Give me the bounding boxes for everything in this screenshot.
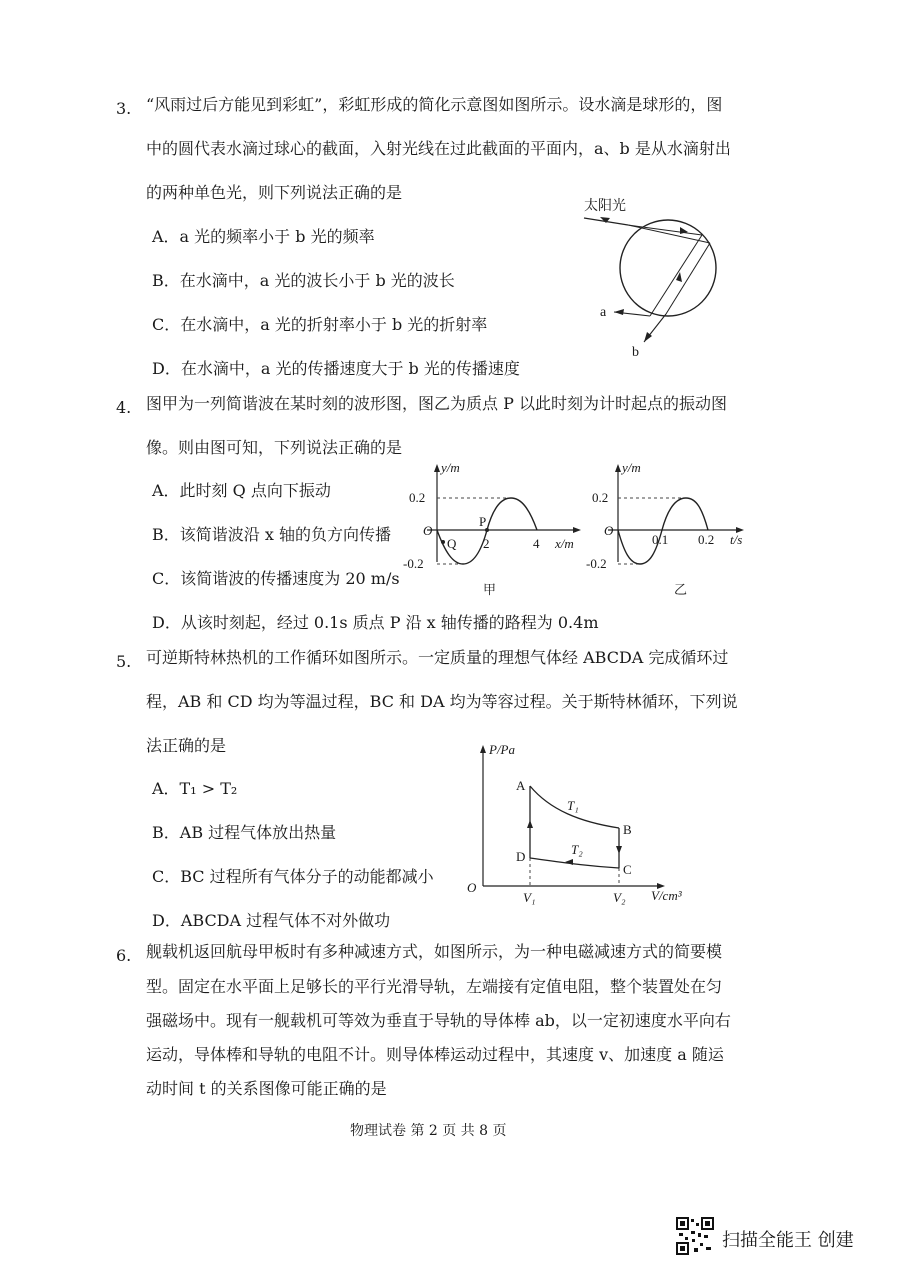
q4-option-a: A．此时刻 Q 点向下振动 (152, 481, 331, 500)
jia-x4: 4 (533, 536, 540, 551)
state-c: C (623, 862, 632, 877)
q4-wave-graph-jia (405, 462, 590, 602)
q5-stem-line2: 程，AB 和 CD 均为等温过程，BC 和 DA 均为等容过程。关于斯特林循环，下列说 (146, 692, 738, 711)
q3-option-d: D．在水滴中，a 光的传播速度大于 b 光的传播速度 (152, 359, 520, 378)
q6-stem-line2: 型。固定在水平面上足够长的平行光滑导轨，左端接有定值电阻，整个装置处在匀 (146, 977, 723, 996)
raindrop-circle (620, 220, 716, 316)
q5-option-b: B．AB 过程气体放出热量 (152, 823, 337, 842)
q6-stem-line1: 舰载机返回航母甲板时有多种减速方式，如图所示，为一种电磁减速方式的简要模 (146, 942, 723, 961)
q5-option-d: D．ABCDA 过程气体不对外做功 (152, 911, 391, 930)
point-q (441, 540, 445, 544)
q3-raindrop-figure (570, 188, 740, 368)
volume-v2: V₂ (613, 890, 626, 905)
q5-option-a: A．T₁ > T₂ (152, 779, 238, 798)
q6-stem-line5: 动时间 t 的关系图像可能正确的是 (146, 1079, 387, 1098)
q5-stirling-cycle-figure (455, 740, 685, 915)
jia-point-p-label: P (479, 514, 487, 529)
q4-vibration-graph-yi (586, 460, 765, 602)
temp-t2: T₂ (571, 842, 583, 857)
q4-option-b: B．该简谐波沿 x 轴的负方向传播 (152, 525, 391, 544)
jia-y-top: 0.2 (409, 490, 426, 505)
q4-stem-line1: 图甲为一列简谐波在某时刻的波形图，图乙为质点 P 以此时刻为计时起点的振动图 (146, 394, 727, 413)
jia-caption: 甲 (483, 582, 497, 597)
jia-origin: O (423, 523, 433, 538)
jia-point-q-label: Q (447, 536, 457, 551)
jia-xlabel: x/m (555, 536, 574, 551)
jia-x2: 2 (483, 536, 490, 551)
scanner-watermark: 扫描全能王 创建 (722, 1230, 854, 1251)
yi-t2: 0.2 (698, 532, 715, 547)
yi-xlabel: t/s (730, 532, 743, 547)
q6-stem-line3: 强磁场中。现有一舰载机可等效为垂直于导轨的导体棒 ab，以一定初速度水平向右 (146, 1011, 731, 1030)
state-b: B (623, 822, 632, 837)
yi-y-top: 0.2 (592, 490, 609, 505)
state-d: D (516, 849, 526, 864)
p-v-origin: O (467, 880, 477, 895)
p-axis-label: P/Pa (489, 742, 515, 757)
yi-origin: O (604, 523, 614, 538)
process-cd (530, 858, 619, 868)
q3-stem-line2: 中的圆代表水滴过球心的截面，入射光线在过此截面的平面内，a、b 是从水滴射出 (146, 139, 731, 158)
q4-stem-line2: 像。则由图可知，下列说法正确的是 (146, 438, 403, 457)
q5-option-c: C．BC 过程所有气体分子的动能都减小 (152, 867, 434, 886)
temp-t1: T₁ (567, 798, 579, 813)
q4-option-d: D．从该时刻起，经过 0.1s 质点 P 沿 x 轴传播的路程为 0.4m (152, 613, 599, 632)
q4-option-c: C．该简谐波的传播速度为 20 m/s (152, 569, 400, 588)
q5-number: 5. (116, 652, 132, 671)
volume-v1: V₁ (523, 890, 536, 905)
yi-t1: 0.1 (652, 532, 669, 547)
state-a: A (516, 778, 526, 793)
q3-option-a: A．a 光的频率小于 b 光的频率 (152, 227, 375, 246)
q3-option-b: B．在水滴中，a 光的波长小于 b 光的波长 (152, 271, 455, 290)
q6-stem-line4: 运动，导体棒和导轨的电阻不计。则导体棒运动过程中，其速度 v、加速度 a 随运 (146, 1045, 724, 1064)
page-footer: 物理试卷 第 2 页 共 8 页 (350, 1123, 507, 1139)
q3-stem-line3: 的两种单色光，则下列说法正确的是 (146, 183, 403, 202)
yi-caption: 乙 (674, 582, 688, 597)
q6-number: 6. (116, 946, 132, 965)
vibration-curve (618, 498, 708, 564)
q5-stem-line1: 可逆斯特林热机的工作循环如图所示。一定质量的理想气体经 ABCDA 完成循环过 (146, 648, 729, 667)
yi-y-bottom: -0.2 (586, 556, 607, 571)
jia-y-bottom: -0.2 (403, 556, 424, 571)
q4-number: 4. (116, 398, 132, 417)
jia-ylabel: y/m (441, 460, 460, 475)
q3-option-c: C．在水滴中，a 光的折射率小于 b 光的折射率 (152, 315, 488, 334)
q5-stem-line3: 法正确的是 (146, 736, 227, 755)
yi-ylabel: y/m (622, 460, 641, 475)
ray-b-label: b (632, 345, 639, 360)
v-axis-label: V/cm³ (651, 888, 682, 903)
qr-code-icon (676, 1217, 714, 1255)
q3-number: 3. (116, 99, 132, 118)
ray-a-label: a (600, 305, 607, 320)
sun-label: 太阳光 (584, 199, 626, 214)
q3-stem-line1: “风雨过后方能见到彩虹”，彩虹形成的简化示意图如图所示。设水滴是球形的，图 (146, 95, 723, 114)
